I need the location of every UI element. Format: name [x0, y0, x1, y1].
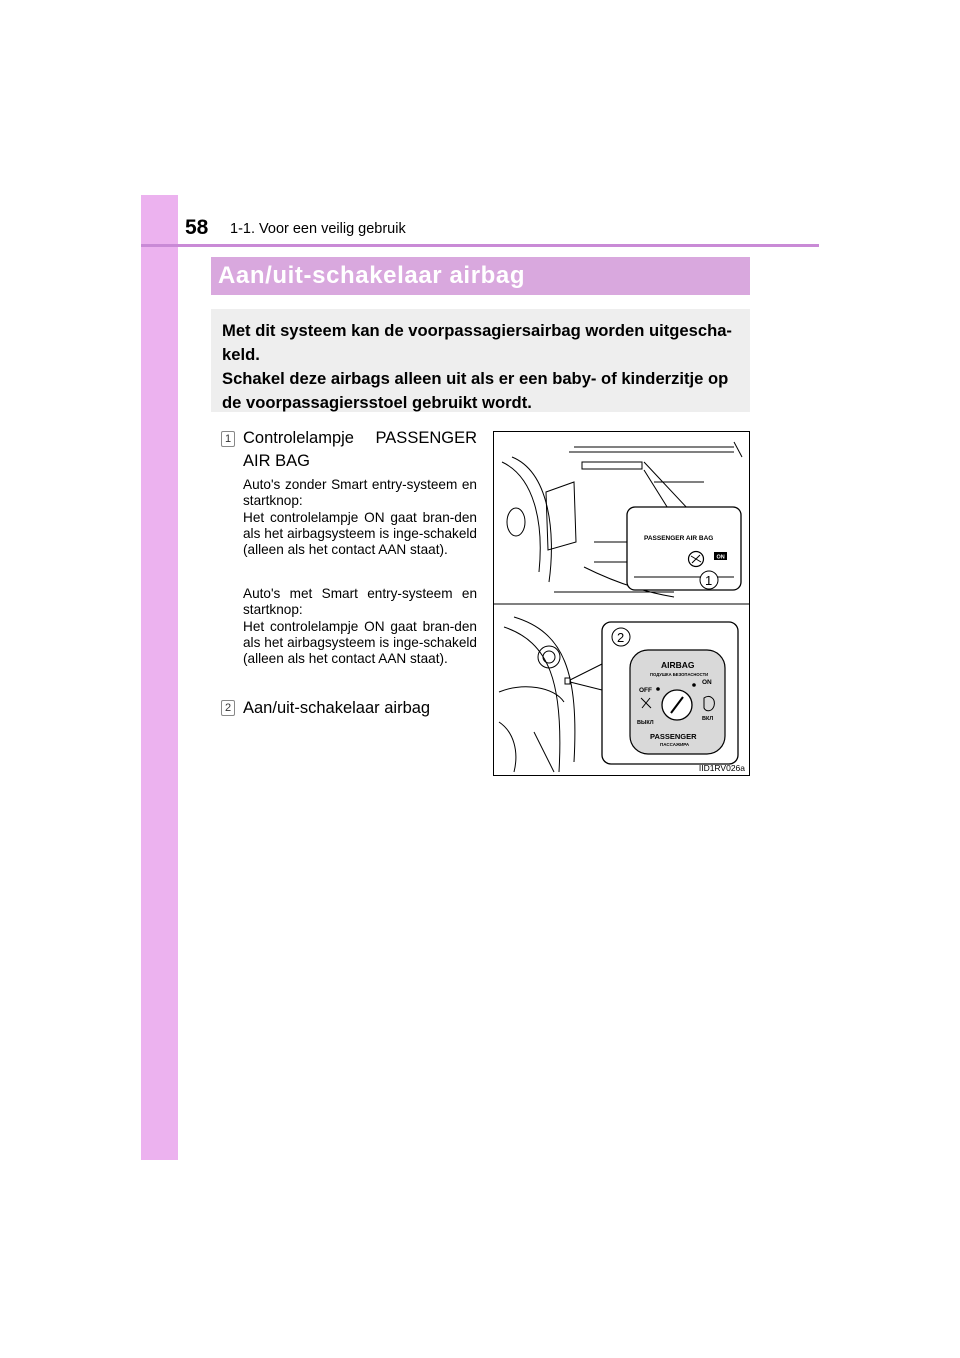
item-2-label: Aan/uit-schakelaar airbag — [243, 699, 431, 717]
intro-line-2: Schakel deze airbags alleen uit als er een baby- of kinderzitje op de voorpassagiersstoel gebruikt wordt. — [222, 369, 729, 412]
note-1-heading: Auto's zonder Smart entry-systeem en startknop: — [243, 477, 477, 509]
page-title: Aan/uit-schakelaar airbag — [211, 257, 750, 295]
callout-2: 2 — [617, 630, 625, 645]
note-2-heading: Auto's met Smart entry-systeem en startknop: — [243, 586, 477, 618]
note-2-text: Het controlelampje ON gaat bran-den als het airbagsysteem is inge-schakeld (alleen als het contact AAN staat). — [243, 618, 477, 667]
dashboard-drawing — [494, 432, 750, 776]
airbag-illustration — [493, 431, 750, 776]
switch-off-label: OFF — [639, 687, 652, 694]
item-1-note-2 — [243, 586, 477, 667]
switch-on-label: ON — [702, 679, 712, 686]
indicator-on: ON — [716, 554, 725, 561]
intro-box — [211, 309, 750, 412]
figure-code: IID1RV026a — [698, 763, 745, 773]
switch-title: AIRBAG — [661, 660, 695, 670]
item-1-label: Controlelampje PASSENGER AIR BAG — [243, 429, 477, 470]
item-number-1: 1 — [221, 431, 235, 447]
indicator-label: PASSENGER AIR BAG — [644, 535, 714, 542]
chapter-tab-bar — [141, 195, 178, 1160]
intro-line-1: Met dit systeem kan de voorpassagiersairbag worden uitgescha-keld. — [222, 321, 732, 364]
switch-bottom-label: PASSENGER — [650, 732, 697, 741]
switch-title-ru: ПОДУШКА БЕЗОПАСНОСТИ — [650, 672, 709, 677]
item-1-note-1 — [243, 477, 477, 558]
switch-bottom-ru: ПАССАЖИРА — [660, 742, 690, 747]
switch-off-ru: ВЫКЛ — [637, 720, 654, 726]
note-1-text: Het controlelampje ON gaat bran-den als het airbagsysteem is inge-schakeld (alleen als het contact AAN staat). — [243, 509, 477, 558]
page-number: 58 — [185, 216, 209, 239]
switch-on-ru: ВКЛ — [702, 716, 714, 722]
item-number-2: 2 — [221, 700, 235, 716]
callout-1: 1 — [705, 573, 713, 588]
section-title: 1-1. Voor een veilig gebruik — [230, 221, 406, 237]
header-rule — [141, 244, 819, 247]
